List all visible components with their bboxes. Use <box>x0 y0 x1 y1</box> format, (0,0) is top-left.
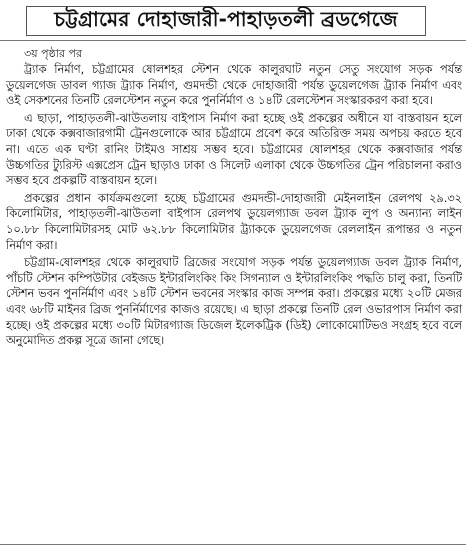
paragraph-4: চট্টগ্রাম-ষোলশহর থেকে কালুরঘাট ব্রিজের সংযোগ সড়ক পর্যন্ত ডুয়েলগ্যাজ ডবল ট্র্যাক নির্মাণ, পাঁচটি স্টেশন কম্পিউটার বেইজড ইন্টারলিংকিং কিং সিগন্যাল ও ইন্টারলিংকিং পদ্ধতি চালু করা, তিনটি স্টেশন ভবন পুনর্নির্মাণ এবং ১৪টি স্টেশন ভবনের সংস্কার কাজ সম্পন্ন করা। প্রকল্পের মধ্যে ২০টি মেজর এবং ৬৮টি মাইনর ব্রিজ পুনর্নির্মাণের কাজও রয়েছে। এ ছাড়া প্রকল্পে তিনটি রেল ওভারপাস নির্মাণ করা হচ্ছে। ওই প্রকল্পের মধ্যে ৩০টি মিটারগ্যাজ ডিজেল ইলেকট্রিক (ডিই) লোকোমোটিভও সংগ্রহ হবে বলে অনুমোদিত প্রকল্প সূত্রে জানা গেছে। <box>6 256 462 348</box>
paragraph-1: ট্র্যাক নির্মাণ, চট্টগ্রামের ষোলশহর স্টেশন থেকে কালুরঘাট নতুন সেতু সংযোগ সড়ক পর্যন্ত ডুয়েলগেজ ডাবল গ্যাজ ট্র্যাক নির্মাণ, গুমদন্ডী থেকে দোহাজারী পর্যন্ত ডুয়েলগেজ ট্র্যাক নির্মাণ এবং ওই সেকশনের তিনটি রেলস্টেশন নতুন করে পুনর্নির্মাণ ও ১৪টি রেলস্টেশন সংস্কারকরণ করা হবে। <box>6 63 462 108</box>
continued-from-label: ৩য় পৃষ্ঠার পর <box>24 47 83 60</box>
bottom-divider <box>0 544 466 545</box>
paragraph-2: এ ছাড়া, পাহাড়তলী-ঝাউতলায় বাইপাস নির্মাণ করা হচ্ছে ওই প্রকল্পের অধীনে যা বাস্তবায়ন হলে ঢাকা থেকে কক্সবাজারগামী ট্রেনগুলোকে আর চট্টগ্রামে প্রবেশ করে অতিরিক্ত সময় অপচয় করতে হবে না। এতে এক ঘণ্টা রানিং টাইমও সাশ্রয় সম্ভব হবে। চট্টগ্রামের ষোলশহর থেকে কক্সবাজার পর্যন্ত উচ্চগতির ট্যুরিস্ট এক্সপ্রেস ট্রেন ছাড়াও ঢাকা ও সিলেট এলাকা থেকে উচ্চগতির ট্রেন পরিচালনা করাও সম্ভব হবে প্রকল্পটি বাস্তবায়ন হলে। <box>6 111 462 188</box>
paragraph-3: প্রকল্পের প্রধান কার্যক্রমগুলো হচ্ছে চট্টগ্রামের গুমদন্ডী-দোহাজারী মেইনলাইন রেলপথ ২৯.৩২ কিলোমিটার, পাহাড়তলী-ঝাউতলা বাইপাস রেলপথ ডুয়েলগ্যাজ ডবল ট্র্যাক লুপ ও অন্যান্য লাইন ১০.৮৮ কিলোমিটারসহ মোট ৬২.৮৮ কিলোমিটার ট্র্যাককে ডুয়েলগেজ রেললাইন রূপান্তর ও নতুন নির্মাণ করা। <box>6 191 462 252</box>
headline: চট্টগ্রামের দোহাজারী-পাহাড়তলী ব্রডগেজে <box>54 6 398 31</box>
headline-box <box>26 6 426 36</box>
article-body <box>6 62 462 351</box>
top-divider <box>0 40 466 41</box>
